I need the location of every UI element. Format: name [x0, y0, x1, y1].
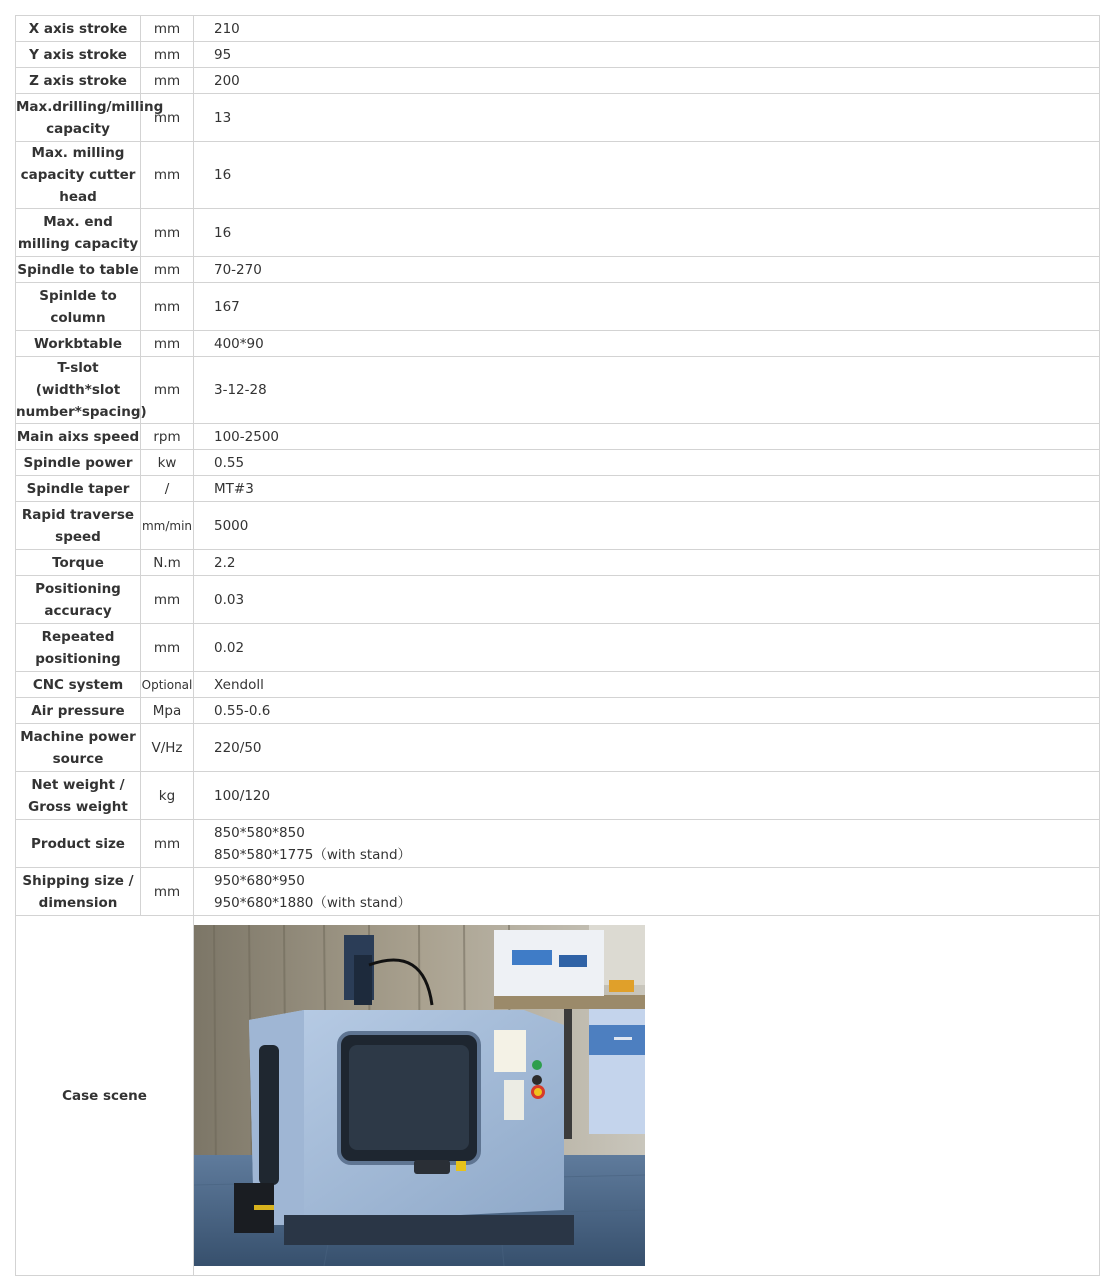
spec-name: Spindle to table — [16, 257, 141, 283]
spec-name: Positioning accuracy — [16, 576, 141, 624]
spec-name: Product size — [16, 820, 141, 868]
table-row — [16, 424, 1100, 450]
spec-unit: mm — [141, 576, 194, 624]
spec-value: 16 — [194, 209, 1100, 257]
spec-value-line: 850*580*1775（with stand） — [214, 846, 412, 863]
spec-value: 70-270 — [194, 257, 1100, 283]
table-row — [16, 550, 1100, 576]
spec-value: 200 — [194, 68, 1100, 94]
spec-unit: mm — [141, 16, 194, 42]
spec-value: 210 — [194, 16, 1100, 42]
spec-name: CNC system — [16, 672, 141, 698]
table-row — [16, 476, 1100, 502]
spec-name: Workbtable — [16, 331, 141, 357]
table-row — [16, 576, 1100, 624]
spec-name: X axis stroke — [16, 16, 141, 42]
spec-name: Repeated positioning — [16, 624, 141, 672]
spec-value: MT#3 — [194, 476, 1100, 502]
spec-value: 16 — [194, 142, 1100, 209]
table-row — [16, 16, 1100, 42]
spec-value: 3-12-28 — [194, 357, 1100, 424]
spec-table-container — [15, 15, 1100, 1276]
spec-unit: mm — [141, 68, 194, 94]
spec-value: 167 — [194, 283, 1100, 331]
spec-name: Max. end milling capacity — [16, 209, 141, 257]
spec-name: Spinlde to column — [16, 283, 141, 331]
spec-unit: Mpa — [141, 698, 194, 724]
spec-value: 13 — [194, 94, 1100, 142]
table-row — [16, 68, 1100, 94]
spec-unit: mm — [141, 820, 194, 868]
table-row — [16, 257, 1100, 283]
spec-name: Spindle taper — [16, 476, 141, 502]
table-row — [16, 698, 1100, 724]
table-row — [16, 357, 1100, 424]
spec-value: 5000 — [194, 502, 1100, 550]
spec-name: Max. milling capacity cutter head — [16, 142, 141, 209]
spec-unit: mm — [141, 331, 194, 357]
spec-value: 0.03 — [194, 576, 1100, 624]
spec-name: T-slot (width*slot number*spacing) — [16, 357, 141, 424]
spec-name: Y axis stroke — [16, 42, 141, 68]
table-row — [16, 868, 1100, 916]
spec-value-line: 850*580*850 — [214, 824, 305, 841]
spec-unit: mm — [141, 94, 194, 142]
table-row — [16, 502, 1100, 550]
spec-name: Z axis stroke — [16, 68, 141, 94]
spec-value — [194, 820, 1100, 868]
table-row — [16, 450, 1100, 476]
spec-value: 220/50 — [194, 724, 1100, 772]
spec-unit: mm — [141, 357, 194, 424]
table-row — [16, 42, 1100, 68]
spec-name: Air pressure — [16, 698, 141, 724]
table-row — [16, 724, 1100, 772]
spec-value — [194, 868, 1100, 916]
spec-unit: mm — [141, 624, 194, 672]
spec-value: 400*90 — [194, 331, 1100, 357]
spec-table — [15, 15, 1100, 1276]
spec-name: Shipping size / dimension — [16, 868, 141, 916]
case-scene-label: Case scene — [16, 916, 194, 1276]
spec-unit: mm — [141, 283, 194, 331]
spec-value: 0.55-0.6 — [194, 698, 1100, 724]
table-row — [16, 672, 1100, 698]
spec-unit: mm — [141, 868, 194, 916]
spec-unit: V/Hz — [141, 724, 194, 772]
spec-name: Net weight / Gross weight — [16, 772, 141, 820]
spec-unit: Optional — [141, 672, 194, 698]
spec-unit: N.m — [141, 550, 194, 576]
spec-value: 0.55 — [194, 450, 1100, 476]
spec-unit: mm — [141, 42, 194, 68]
spec-unit: mm/min — [141, 502, 194, 550]
spec-name: Max.drilling/milling capacity — [16, 94, 141, 142]
spec-unit: / — [141, 476, 194, 502]
table-row — [16, 820, 1100, 868]
spec-unit: kw — [141, 450, 194, 476]
spec-unit: mm — [141, 209, 194, 257]
spec-unit: mm — [141, 142, 194, 209]
table-row — [16, 624, 1100, 672]
spec-unit: rpm — [141, 424, 194, 450]
table-row — [16, 209, 1100, 257]
spec-name: Rapid traverse speed — [16, 502, 141, 550]
spec-value-line: 950*680*1880（with stand） — [214, 894, 412, 911]
spec-name: Main aixs speed — [16, 424, 141, 450]
spec-value: 100-2500 — [194, 424, 1100, 450]
spec-value: 2.2 — [194, 550, 1100, 576]
table-row — [16, 283, 1100, 331]
table-row — [16, 142, 1100, 209]
spec-value: 95 — [194, 42, 1100, 68]
spec-name: Torque — [16, 550, 141, 576]
spec-unit: kg — [141, 772, 194, 820]
case-scene-photo — [194, 925, 645, 1266]
spec-value-line: 950*680*950 — [214, 872, 305, 889]
spec-value: 100/120 — [194, 772, 1100, 820]
spec-name: Spindle power — [16, 450, 141, 476]
case-scene-cell — [194, 916, 1100, 1276]
spec-name: Machine power source — [16, 724, 141, 772]
table-row — [16, 94, 1100, 142]
table-row — [16, 331, 1100, 357]
spec-unit: mm — [141, 257, 194, 283]
case-scene-row — [16, 916, 1100, 1276]
table-row — [16, 772, 1100, 820]
spec-value: Xendoll — [194, 672, 1100, 698]
spec-value: 0.02 — [194, 624, 1100, 672]
